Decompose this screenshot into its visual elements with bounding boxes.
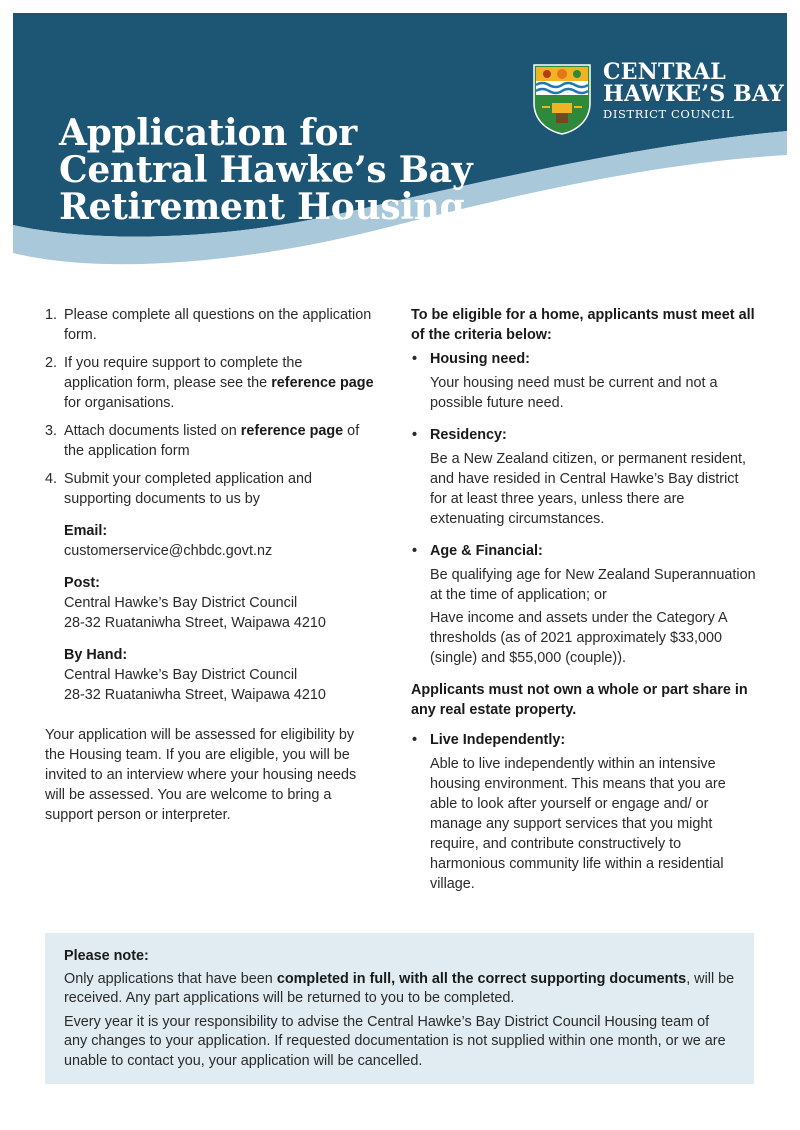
criterion-live-independently [411,730,756,894]
property-ownership-warning: Applicants must not own a whole or part share in any real estate property. [411,682,748,718]
criterion-title: Age & Financial: [430,543,543,559]
reference-page-link-text: reference page [271,375,374,391]
title-line-2: Central Hawke’s Bay [59,149,473,191]
criterion-age-financial [411,541,756,668]
criteria-list [411,349,756,668]
step-text: Please complete all questions on the application form. [64,307,372,343]
eligibility-intro: To be eligible for a home, applicants must meet all of the criteria below: [411,307,755,343]
criterion-text-1: Be qualifying age for New Zealand Superannuation at the time of application; or [430,567,756,603]
post-address-line-1: Central Hawke’s Bay District Council [64,595,298,611]
contact-email [64,521,375,561]
header-banner [13,13,787,283]
criterion-title: Live Independently: [430,732,566,748]
brand-line-3: DISTRICT COUNCIL [603,107,735,121]
bullet: • [412,427,418,443]
hand-label: By Hand: [64,647,128,663]
step-text: Attach documents listed on [64,423,241,439]
step-text-end: of the application form [64,423,360,459]
please-note-box [45,933,754,1084]
step-item [45,421,375,461]
title-line-3: Retirement Housing [59,186,465,228]
criterion-text: Be a New Zealand citizen, or permanent resident, and have resided in Central Hawke’s Bay district for at least three years, unless there are extenuating circumstances. [430,451,746,527]
note-p1-start: Only applications that have been [64,970,277,987]
step-item [45,469,375,509]
note-paragraph-1 [64,970,736,1009]
note-paragraph-2: Every year it is your responsibility to advise the Central Hawke’s Bay District Council Housing team of any changes to your application. If requested documentation is not supplied within one month, or we are unable to contact you, your application will be cancelled. [64,1013,726,1069]
step-text-end: for organisations. [64,395,175,411]
bullet: • [412,543,418,559]
contact-post [64,573,375,633]
assessment-paragraph: Your application will be assessed for eligibility by the Housing team. If you are eligible, you will be invited to an interview where your housing needs will be assessed. You are welcome to bring a support person or interpreter. [45,727,357,823]
brand-line-1: CENTRAL [603,59,726,85]
hand-address-line-1: Central Hawke’s Bay District Council [64,667,298,683]
eligibility-column [411,305,756,906]
instructions-column [45,305,375,825]
page-title [59,112,479,228]
criterion-title: Residency: [430,427,507,443]
criterion-residency [411,425,756,529]
hand-address-line-2: 28-32 Ruataniwha Street, Waipawa 4210 [64,687,326,703]
post-address-line-2: 28-32 Ruataniwha Street, Waipawa 4210 [64,615,326,631]
council-brand [603,61,784,121]
criterion-text: Able to live independently within an intensive housing environment. This means that you are able to look after yourself or engage and/ or manage any support services that you might require, and contribute constructively to harmonious community life within a residential village. [430,756,726,892]
step-number: 2. [45,355,58,371]
criteria-list-2 [411,730,756,894]
reference-page-link-text: reference page [240,423,344,439]
post-label: Post: [64,575,100,591]
email-label: Email: [64,523,108,539]
email-address[interactable]: customerservice@chbdc.govt.nz [64,543,273,559]
step-text: If you require support to complete the application form, please see the [64,355,303,391]
note-title: Please note: [64,948,149,964]
step-number: 4. [45,471,58,487]
council-crest-logo [532,63,592,135]
criterion-text-2: Have income and assets under the Category A thresholds (as of 2021 approximately $33,000 (single) and $55,000 (couple)). [430,610,727,666]
step-text: Submit your completed application and supporting documents to us by [64,471,312,507]
steps-list [45,305,375,509]
bullet: • [412,351,418,367]
note-p1-end: , will be received. Any part applications will be returned to you to be completed. [64,970,735,1006]
step-number: 1. [45,307,58,323]
criterion-title: Housing need: [430,351,530,367]
title-line-1: Application for [59,112,357,154]
step-item [45,353,375,413]
note-p1-emphasis: completed in full, with all the correct supporting documents [276,970,687,987]
contact-details [64,521,375,705]
brand-line-2: HAWKE’S BAY [603,81,785,107]
step-number: 3. [45,423,58,439]
criterion-text: Your housing need must be current and not a possible future need. [430,375,718,411]
contact-hand [64,645,375,705]
step-item [45,305,375,345]
bullet: • [412,732,418,748]
criterion-housing-need [411,349,756,413]
